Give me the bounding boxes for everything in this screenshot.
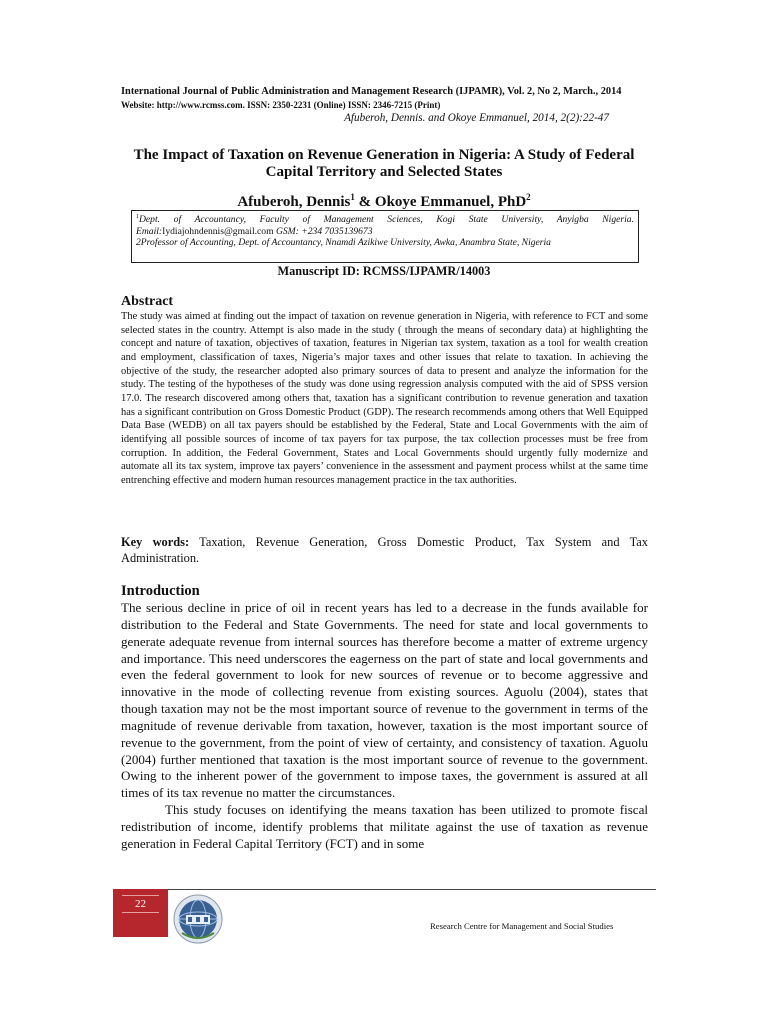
author-2-sup: 2 — [526, 192, 531, 202]
author-1-sup: 1 — [350, 192, 355, 202]
introduction-paragraph-1: The serious decline in price of oil in recent years has led to a decrease in the funds available for distribution to the Federal and State Governments. The need for state and local governments to generate adequate revenue from internal sources has therefore become a matter of extreme urgency and importance. This need underscores the eagerness on the part of state and local governments and even the federal government to look for new sources of revenue or to become aggressive and innovative in the mode of collecting revenue from existing sources. Aguolu (2004), states that though taxation may not be the most important source of revenue to the government in terms of the magnitude of revenue derivable from taxation, however, taxation is the most important source of revenue to the government, from the point of view of certainty, and consistency of taxation. Aguolu (2004) further mentioned that taxation is the most important source of revenue to the government. Owing to the inherent power of the government to impose taxes, the government is assured at all times of its tax revenue no matter the circumstances. — [121, 600, 648, 801]
rcmss-globe-logo-icon — [172, 893, 224, 945]
footer-text: Research Centre for Management and Social Studies — [430, 921, 614, 931]
introduction-paragraph-2: This study focuses on identifying the means taxation has been utilized to promote fiscal redistribution of income, identify problems that militate against the use of taxation as revenue generation in Federal Capital Territory (FCT) and in some — [121, 802, 648, 851]
footer-rule — [168, 889, 656, 890]
author-1: Afuberoh, Dennis — [237, 194, 351, 210]
manuscript-id: Manuscript ID: RCMSS/IJPAMR/14003 — [277, 264, 491, 278]
abstract-text: The study was aimed at finding out the impact of taxation on revenue generation in Nigeria, with reference to FCT and some selected states in the country. Attempt is also made in the study ( through the means of secondary data) at highlighting the concept and nature of taxation, objectives of taxation, features in Nigerian tax system, taxation as a tool for wealth creation and employment, classification of taxes, Nigeria’s major taxes and other issues that relate to taxation. In achieving the objective of the study, the researcher adopted also primary sources of data to present and analyze the information for the study. The testing of the hypotheses of the study was done using regression analysis computed with the aid of SPSS version 17.0. The research discovered among others that, taxation has a significant contribution to revenue generation and taxation has a significant contribution on Gross Domestic Product (GDP). The research recommends among others that Well Equipped Data Base (WEDB) on all tax payers should be established by the Federal, State and Local Governments with the aim of identifying all possible sources of income of tax payers for tax purpose, the tax collection processes must be free from corruption. In addition, the Federal Government, States and Local Governments should urgently fully modernize and automate all its tax system, improve tax payers’ convenience in the assessment and payment process whilst at the same time entrenching effective and modern human resources management practice in the tax authorities. — [121, 311, 648, 486]
keywords-text: Taxation, Revenue Generation, Gross Domestic Product, Tax System and Tax Administration. — [121, 535, 648, 565]
gsm-number: GSM: +234 7035139673 — [275, 225, 373, 237]
citation: Afuberoh, Dennis. and Okoye Emmanuel, 2014, 2(2):22-47 — [344, 112, 609, 124]
introduction-body — [121, 600, 648, 853]
email-label: Email: — [136, 225, 163, 237]
affiliation-sup: 1 — [136, 214, 139, 220]
affiliation-1: Dept. of Accountancy, Faculty of Management Sciences, Kogi State University, Anyigba Nigeria. — [139, 214, 634, 226]
page-number-tab — [113, 889, 168, 937]
abstract-heading: Abstract — [121, 294, 174, 309]
paper-title — [108, 147, 660, 181]
journal-line: International Journal of Public Administration and Management Research (IJPAMR), Vol. 2, No 2, March., 2014 — [121, 86, 622, 97]
author-2: & Okoye Emmanuel, PhD — [354, 194, 527, 210]
keywords-label: Key words: — [121, 535, 190, 549]
email-link[interactable]: Iydiajohndennis@gmail.com — [162, 225, 274, 237]
website-line: Website: http://www.rcmss.com. ISSN: 2350-2231 (Online) ISSN: 2346-7215 (Print) — [121, 99, 441, 110]
affiliation-2: 2Professor of Accounting, Dept. of Accountancy, Nnamdi Azikiwe University, Awka, Anambra State, Nigeria — [136, 237, 551, 249]
keywords — [121, 535, 648, 566]
authors — [108, 192, 660, 211]
title-line-2: Capital Territory and Selected States — [265, 164, 503, 180]
journal-header — [121, 85, 641, 112]
affiliation-box — [131, 210, 639, 263]
introduction-heading: Introduction — [121, 583, 200, 599]
title-line-1: The Impact of Taxation on Revenue Generation in Nigeria: A Study of Federal — [133, 147, 635, 163]
page-number: 22 — [122, 895, 159, 913]
